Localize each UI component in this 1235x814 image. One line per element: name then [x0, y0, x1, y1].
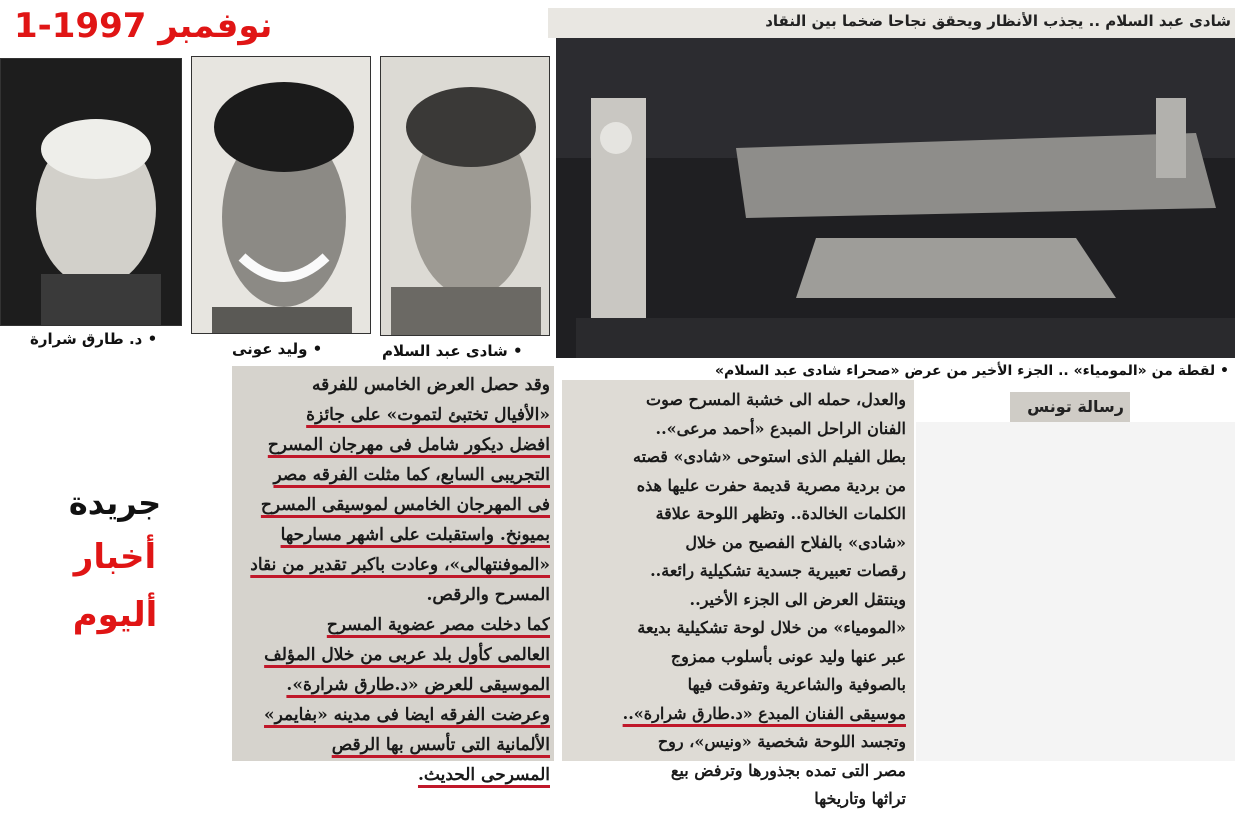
- text-line: وعرضت الفرقه ايضا فى مدينه «بفايمر»: [264, 705, 550, 725]
- photo-caption-shadi: • شادى عبد السلام: [382, 342, 523, 360]
- text-line: الموسيقى للعرض «د.طارق شرارة».: [286, 675, 550, 695]
- scene-photo-icon: [556, 38, 1235, 358]
- text-line: رقصات تعبيرية جسدية تشكيلية رائعة..: [650, 561, 906, 580]
- portrait-photo-icon: [381, 57, 549, 335]
- portrait-photo-shadi: [380, 56, 550, 336]
- side-label-box: [1010, 392, 1130, 422]
- text-line: المسرحى الحديث.: [417, 765, 550, 785]
- text-line: وتجسد اللوحة شخصية «ونيس»، روح: [657, 732, 906, 751]
- newspaper-line-3: أليوم: [72, 595, 158, 635]
- article-column-right: [566, 386, 906, 814]
- text-line: فى المهرجان الخامس لموسيقى المسرح: [260, 495, 550, 515]
- text-line: كما دخلت مصر عضوية المسرح: [326, 615, 550, 635]
- scene-photo: [556, 38, 1235, 358]
- portrait-photo-icon: [192, 57, 370, 333]
- scene-caption: • لقطة من «المومياء» .. الجزء الأخير من عرض «صحراء شادى عبد السلام»: [715, 363, 1229, 379]
- text-line: المسرح والرقص.: [426, 585, 550, 605]
- text-line: «المومياء» من خلال لوحة تشكيلية بديعة: [637, 618, 906, 637]
- text-line: موسيقى الفنان المبدع «د.طارق شرارة»..: [622, 703, 906, 723]
- text-line: من بردية مصرية قديمة حفرت عليها هذه: [636, 475, 906, 495]
- photo-caption-tarek: • د. طارق شرارة: [30, 330, 158, 348]
- date-label: نوفمبر 1997-1: [14, 6, 273, 46]
- headline-strip: [548, 8, 1235, 38]
- side-label: رسالة تونس: [1027, 397, 1124, 416]
- article-column-left: [238, 370, 550, 790]
- portrait-photo-icon: [1, 59, 181, 325]
- text-line: بطل الفيلم الذى استوحى «شادى» قصته: [632, 447, 906, 466]
- headline-banner: شادى عبد السلام .. يجذب الأنظار ويحقق نجاحا ضخما بين النقاد: [765, 12, 1231, 30]
- text-line: «شادى» بالفلاح الفصيح من خلال: [685, 532, 906, 552]
- photo-caption-walid: • وليد عونى: [232, 340, 323, 358]
- newspaper-line-1: جريدة: [68, 484, 162, 522]
- text-line: مصر التى تمده بجذورها وترفض بيع: [670, 760, 906, 780]
- text-line: الفنان الراحل المبدع «أحمد مرعى»..: [655, 418, 906, 438]
- text-line: بالصوفية والشاعرية وتفوقت فيها: [687, 675, 906, 694]
- blank-area: [916, 422, 1235, 761]
- text-line: افضل ديكور شامل فى مهرجان المسرح: [267, 435, 550, 455]
- text-line: عبر عنها وليد عونى بأسلوب ممزوج: [670, 646, 906, 666]
- text-line: «الموفنتهالى»، وعادت باكبر تقدير من نقاد: [250, 555, 550, 575]
- newspaper-name: [40, 478, 190, 644]
- text-line: العالمى كأول بلد عربى من خلال المؤلف: [264, 645, 550, 665]
- portrait-photo-walid: [191, 56, 371, 334]
- text-line: التجريبى السابع، كما مثلت الفرقه مصر: [273, 465, 550, 485]
- text-line: «الأفيال تختبئ لتموت» على جائزة: [306, 405, 550, 425]
- text-line: وينتقل العرض الى الجزء الأخير..: [689, 589, 906, 609]
- text-line: الكلمات الخالدة.. وتظهر اللوحة علاقة: [655, 504, 906, 523]
- text-line: تراثها وتاريخها: [814, 789, 906, 808]
- text-line: وقد حصل العرض الخامس للفرقه: [312, 375, 550, 395]
- text-line: بميونخ. واستقبلت على اشهر مسارحها: [280, 525, 550, 545]
- portrait-photo-tarek: [0, 58, 182, 326]
- text-line: والعدل، حمله الى خشبة المسرح صوت: [646, 390, 906, 409]
- newspaper-line-2: أخبار: [73, 537, 157, 577]
- text-line: الألمانية التى تأسس بها الرقص: [331, 735, 550, 755]
